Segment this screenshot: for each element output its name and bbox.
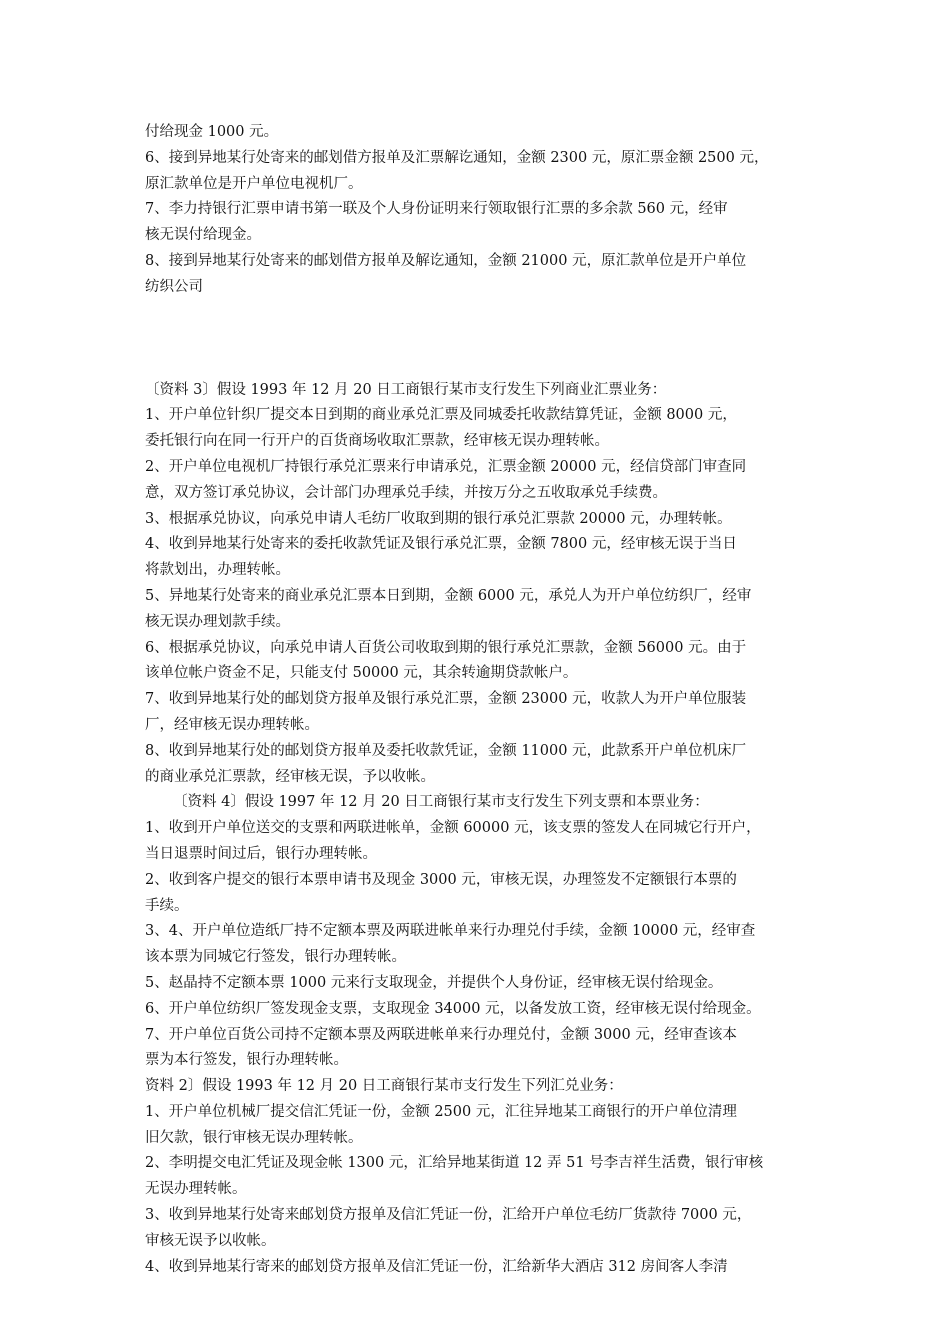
text-line: 2、李明提交电汇凭证及现金帐 1300 元，汇给异地某街道 12 弄 51 号李吉祥生活费，银行审核 [145, 1155, 764, 1172]
text-line: 该本票为同城它行签发，银行办理转帐。 [145, 949, 406, 966]
section-heading: 资料 2〕假设 1993 年 12 月 20 日工商银行某市支行发生下列汇兑业务： [145, 1078, 623, 1095]
text-line: 4、收到异地某行寄来的邮划贷方报单及信汇凭证一份，汇给新华大酒店 312 房间客人李清 [145, 1258, 728, 1275]
section-remittance [145, 1074, 815, 1280]
text-line: 核无误付给现金。 [145, 227, 261, 244]
text-line: 4、收到异地某行处寄来的委托收款凭证及银行承兑汇票，金额 7800 元，经审核无误于当日 [145, 536, 737, 553]
text-line: 5、赵晶持不定额本票 1000 元来行支取现金，并提供个人身份证，经审核无误付给现金。 [145, 974, 723, 991]
text-line: 3、收到异地某行处寄来邮划贷方报单及信汇凭证一份，汇给开户单位毛纺厂货款待 7000 元， [145, 1207, 752, 1224]
document-page [145, 120, 815, 1280]
text-line: 6、接到异地某行处寄来的邮划借方报单及汇票解讫通知，金额 2300 元，原汇票金额 2500 元， [145, 149, 769, 166]
text-line: 1、开户单位针织厂提交本日到期的商业承兑汇票及同城委托收款结算凭证，金额 8000 元， [145, 407, 737, 424]
text-line: 8、收到异地某行处的邮划贷方报单及委托收款凭证，金额 11000 元，此款系开户单位机床厂 [145, 742, 747, 759]
text-line: 6、根据承兑协议，向承兑申请人百货公司收取到期的银行承兑汇票款，金额 56000 元。由于 [145, 639, 747, 656]
section-remittance-continued [145, 120, 815, 301]
text-line: 7、李力持银行汇票申请书第一联及个人身份证明来行领取银行汇票的多余款 560 元，经审 [145, 201, 728, 218]
text-line: 意，双方签订承兑协议，会计部门办理承兑手续，并按万分之五收取承兑手续费。 [145, 484, 667, 501]
section-heading: 〔资料 3〕假设 1993 年 12 月 20 日工商银行某市支行发生下列商业汇票业务： [145, 381, 667, 398]
text-line: 委托银行向在同一行开户的百货商场收取汇票款，经审核无误办理转帐。 [145, 433, 609, 450]
text-line: 厂，经审核无误办理转帐。 [145, 716, 319, 733]
text-line: 5、异地某行处寄来的商业承兑汇票本日到期，金额 6000 元，承兑人为开户单位纺织厂，经审 [145, 587, 752, 604]
section-checks-and-notes [145, 790, 815, 1074]
text-line: 无误办理转帐。 [145, 1181, 247, 1198]
text-line: 旧欠款，银行审核无误办理转帐。 [145, 1129, 363, 1146]
text-line: 将款划出，办理转帐。 [145, 562, 290, 579]
text-line: 1、开户单位机械厂提交信汇凭证一份，金额 2500 元，汇往异地某工商银行的开户单位清理 [145, 1103, 737, 1120]
text-line: 1、收到开户单位送交的支票和两联进帐单，金额 60000 元，该支票的签发人在同城它行开户， [145, 820, 761, 837]
paragraph-gap [145, 301, 815, 378]
text-line: 6、开户单位纺织厂签发现金支票，支取现金 34000 元，以备发放工资，经审核无误付给现金。 [145, 1000, 761, 1017]
text-line: 7、开户单位百货公司持不定额本票及两联进帐单来行办理兑付，金额 3000 元，经审查该本 [145, 1026, 737, 1043]
text-line: 当日退票时间过后，银行办理转帐。 [145, 845, 377, 862]
text-line: 的商业承兑汇票款，经审核无误，予以收帐。 [145, 768, 435, 785]
text-line: 原汇款单位是开户单位电视机厂。 [145, 175, 363, 192]
text-line: 3、4、开户单位造纸厂持不定额本票及两联进帐单来行办理兑付手续，金额 10000 元，经审查 [145, 923, 756, 940]
text-line: 该单位帐户资金不足，只能支付 50000 元，其余转逾期贷款帐户。 [145, 665, 578, 682]
section-heading: 〔资料 4〕假设 1997 年 12 月 20 日工商银行某市支行发生下列支票和本票业务： [173, 794, 709, 811]
text-line: 核无误办理划款手续。 [145, 613, 290, 630]
text-line: 8、接到异地某行处寄来的邮划借方报单及解讫通知，金额 21000 元，原汇款单位是开户单位 [145, 252, 747, 269]
text-line: 审核无误予以收帐。 [145, 1232, 276, 1249]
text-line: 3、根据承兑协议，向承兑申请人毛纺厂收取到期的银行承兑汇票款 20000 元，办理转帐。 [145, 510, 732, 527]
text-line: 票为本行签发，银行办理转帐。 [145, 1052, 348, 1069]
text-line: 纺织公司 [145, 278, 203, 295]
text-line: 2、开户单位电视机厂持银行承兑汇票来行申请承兑，汇票金额 20000 元，经信贷部门审查同 [145, 458, 747, 475]
text-line: 2、收到客户提交的银行本票申请书及现金 3000 元，审核无误，办理签发不定额银行本票的 [145, 871, 737, 888]
text-line: 7、收到异地某行处的邮划贷方报单及银行承兑汇票，金额 23000 元，收款人为开户单位服装 [145, 691, 747, 708]
section-commercial-drafts [145, 378, 815, 791]
text-line: 付给现金 1000 元。 [145, 124, 279, 140]
text-line: 手续。 [145, 897, 189, 914]
